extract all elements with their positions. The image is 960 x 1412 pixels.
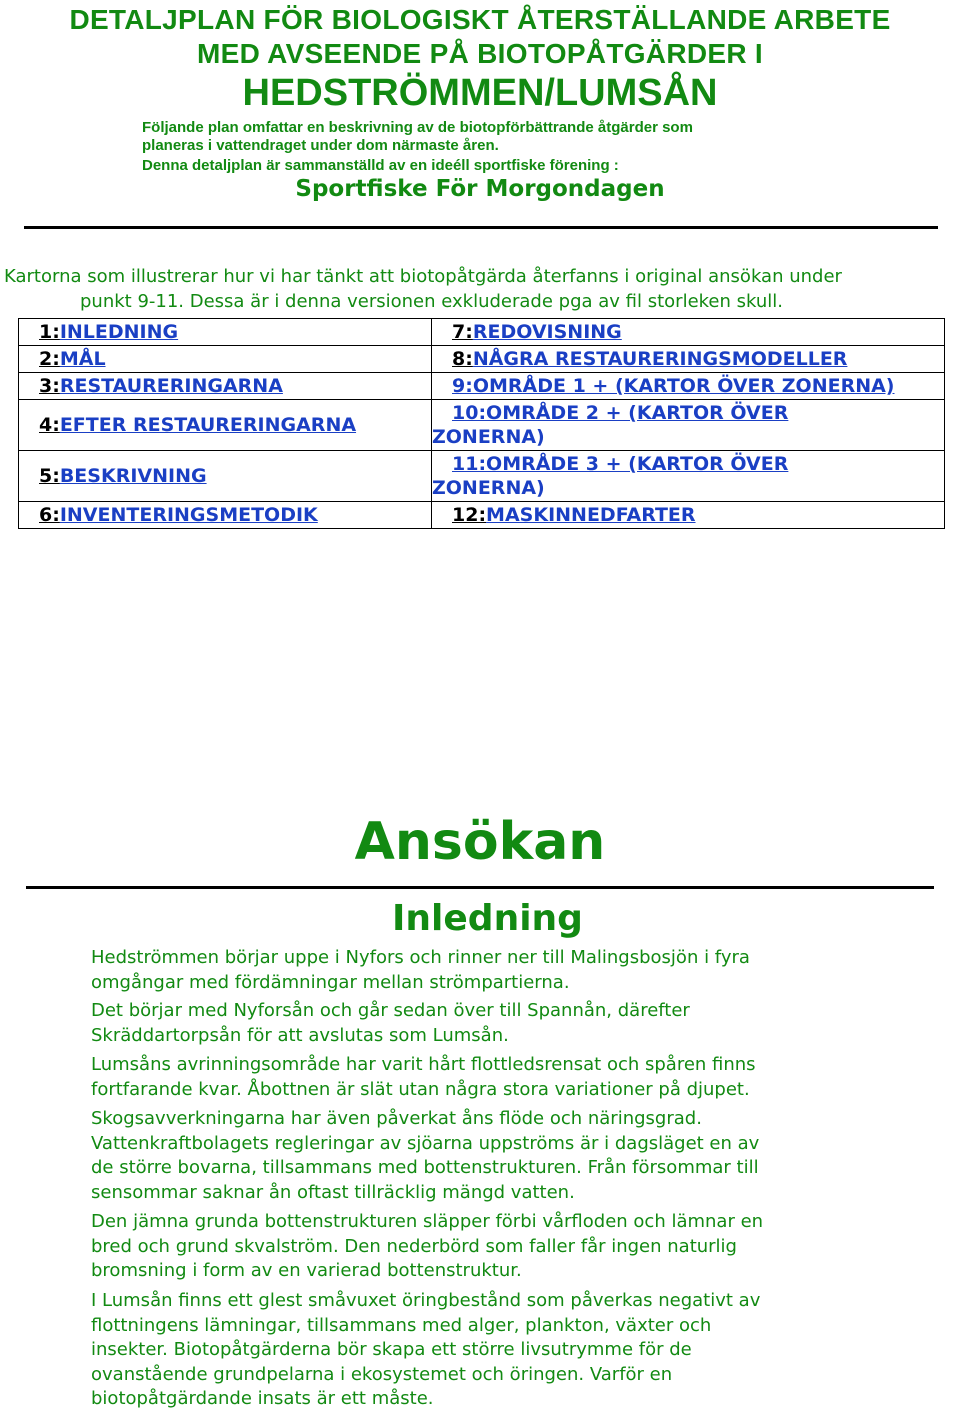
paragraph-line: insekter. Biotopåtgärderna bör skapa ett större livsutrymme för de [91, 1339, 692, 1361]
paragraph-line: Hedströmmen börjar uppe i Nyfors och rinner ner till Malingsbosjön i fyra [91, 947, 750, 968]
paragraph-line: ovanstående grundpelarna i ekosystemet och öringen. Varför en [91, 1363, 673, 1385]
toc-cell [432, 346, 945, 373]
toc-row [19, 373, 945, 400]
intro-line-1: Följande plan omfattar en beskrivning av de biotopförbättrande åtgärder som [142, 119, 693, 136]
toc-cell [432, 502, 945, 529]
title-line-2: MED AVSEENDE PÅ BIOTOPÅTGÄRDER I [196, 38, 764, 69]
paragraph-line: omgångar med fördämningar mellan strömpartierna. [91, 971, 570, 993]
paragraph [91, 1210, 911, 1284]
note-line-2: punkt 9-11. Dessa är i denna versionen exkluderade pga av fil storleken skull. [80, 291, 784, 312]
toc-cell [432, 451, 945, 502]
toc-cell [432, 400, 945, 451]
toc-cell [19, 502, 432, 529]
paragraph-line: Skräddartorpsån för att avslutas som Lumsån. [91, 1024, 509, 1046]
paragraph-line: biotopåtgärdande insats är ett måste. [91, 1388, 434, 1410]
toc-link-restaureringarna[interactable]: 3:RESTAURERINGARNA [39, 375, 283, 397]
toc-link-mal[interactable]: 2:MÅL [39, 348, 106, 370]
toc-link-inventeringsmetodik[interactable]: 6:INVENTERINGSMETODIK [39, 504, 318, 526]
title-line-3: HEDSTRÖMMEN/LUMSÅN [242, 72, 718, 114]
toc-cell [19, 346, 432, 373]
toc-link-redovisning[interactable]: 7:REDOVISNING [452, 321, 622, 343]
paragraph-line: I Lumsån finns ett glest småvuxet öringbestånd som påverkas negativt av [91, 1290, 761, 1311]
paragraph-line: Det börjar med Nyforsån och går sedan över till Spannån, därefter [91, 1000, 690, 1021]
divider-rule [26, 886, 934, 889]
paragraph [91, 1289, 911, 1412]
toc-row [19, 346, 945, 373]
toc-link-omrade-1[interactable]: 9:OMRÅDE 1 + (KARTOR ÖVER ZONERNA) [452, 375, 895, 397]
paragraph-line: Den jämna grunda bottenstrukturen släpper förbi vårfloden och lämnar en [91, 1211, 764, 1232]
toc-link-omrade-2[interactable]: 10:OMRÅDE 2 + (KARTOR ÖVER ZONERNA) [432, 402, 789, 448]
paragraph-line: Vattenkraftbolagets regleringar av sjöarna uppströms är i dagsläget en av [91, 1132, 760, 1154]
toc-link-omrade-3[interactable]: 11:OMRÅDE 3 + (KARTOR ÖVER ZONERNA) [432, 453, 789, 499]
paragraph [91, 999, 911, 1048]
heading-inledning: Inledning [392, 898, 583, 939]
paragraph-line: flottningens lämningar, tillsammans med alger, plankton, växter och [91, 1314, 712, 1336]
subtitle: Sportfiske För Morgondagen [295, 176, 665, 202]
paragraph-line: bromsning i form av en varierad bottenstruktur. [91, 1260, 522, 1282]
toc-link-efter-restaureringarna[interactable]: 4:EFTER RESTAURERINGARNA [39, 414, 357, 436]
paragraph [91, 1053, 911, 1102]
paragraph-line: bred och grund skvalström. Den nederbörd som faller får ingen naturlig [91, 1235, 737, 1257]
toc-row [19, 319, 945, 346]
divider-rule [24, 226, 938, 229]
toc-link-beskrivning[interactable]: 5:BESKRIVNING [39, 465, 207, 487]
toc-cell [19, 451, 432, 502]
note-line-1: Kartorna som illustrerar hur vi har tänkt att biotopåtgärda återfanns i original ansökan under [4, 266, 842, 287]
table-of-contents [18, 318, 945, 529]
paragraph-line: Lumsåns avrinningsområde har varit hårt flottledsrensat och spåren finns [91, 1054, 756, 1075]
toc-cell [19, 400, 432, 451]
intro-line-2: planeras i vattendraget under dom närmaste åren. [142, 137, 499, 154]
toc-cell [432, 319, 945, 346]
toc-cell [432, 373, 945, 400]
toc-link-maskinnedfarter[interactable]: 12:MASKINNEDFARTER [452, 504, 696, 526]
intro-line-3: Denna detaljplan är sammanställd av en ideéll sportfiske förening : [142, 157, 619, 174]
paragraph-line: Skogsavverkningarna har även påverkat åns flöde och näringsgrad. [91, 1108, 702, 1129]
toc-link-restaureringsmodeller[interactable]: 8:NÅGRA RESTAURERINGSMODELLER [452, 348, 848, 370]
toc-row [19, 451, 945, 502]
toc-cell [19, 319, 432, 346]
toc-row [19, 400, 945, 451]
paragraph [91, 1107, 911, 1205]
toc-link-inledning[interactable]: 1:INLEDNING [39, 321, 179, 343]
heading-ansokan: Ansökan [354, 812, 606, 872]
paragraph [91, 946, 911, 995]
title-line-1: DETALJPLAN FÖR BIOLOGISKT ÅTERSTÄLLANDE ARBETE [69, 4, 891, 35]
paragraph-line: fortfarande kvar. Åbottnen är slät utan några stora variationer på djupet. [91, 1078, 750, 1100]
paragraph-line: de större bovarna, tillsammans med bottenstrukturen. Från försommar till [91, 1157, 759, 1179]
toc-cell [19, 373, 432, 400]
paragraph-line: sensommar saknar ån oftast tillräcklig mängd vatten. [91, 1181, 575, 1203]
toc-row [19, 502, 945, 529]
